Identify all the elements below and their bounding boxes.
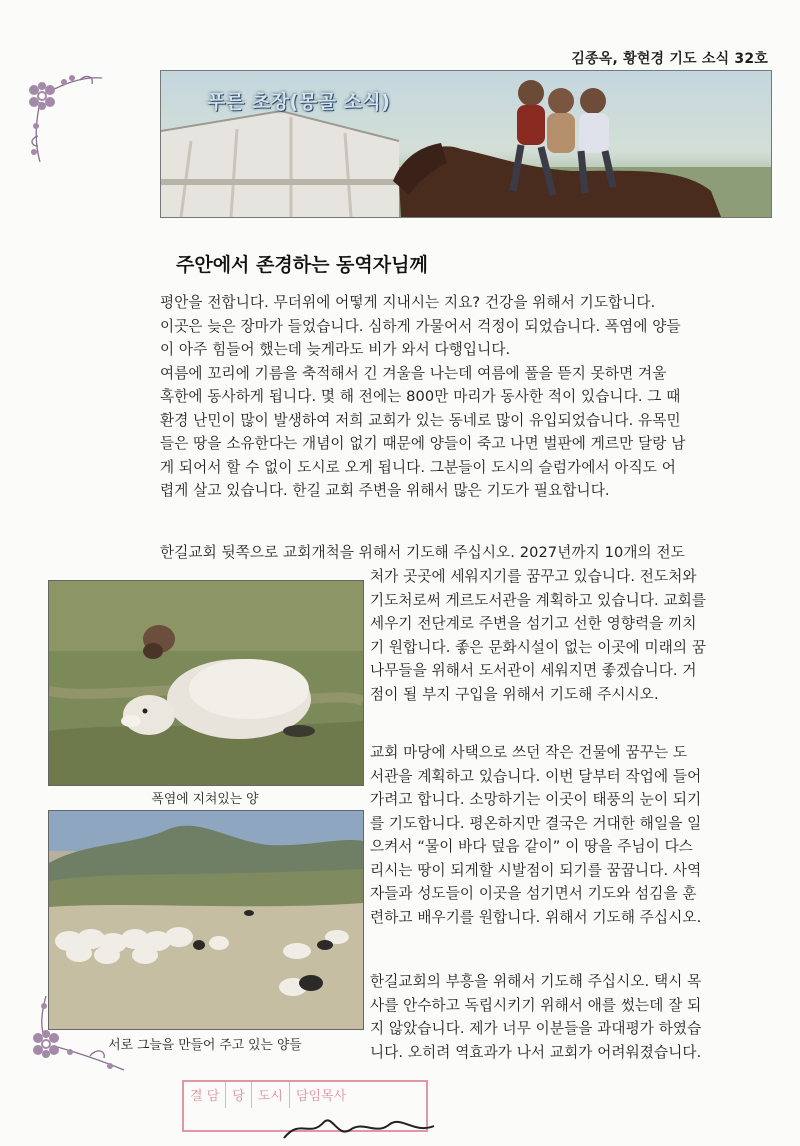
text-line: 세우기 전단계로 주변을 섬기고 선한 영향력을 끼치 [370,615,697,632]
text-line: 나무들을 위해서 도서관이 세워지면 좋겠습니다. 거 [370,662,697,679]
letter-heading: 주안에서 존경하는 동역자님께 [176,254,428,276]
text-line: 교회 마당에 사택으로 쓰던 작은 건물에 꿈꾸는 도 [370,744,688,761]
photo-caption: 폭염에 지쳐있는 양 [151,792,259,807]
stamp-cell: 도시 [252,1082,290,1108]
church-planting-paragraph-first-line: 한길교회 뒷쪽으로 교회개척을 위해서 기도해 주십시오. 2027년까지 10개의 전도 [160,544,685,561]
text-line: 자들과 성도들이 이곳을 섬기면서 기도와 섬김을 훈 [370,885,697,902]
text-line: 사를 안수하고 독립시키기 위해서 애를 썼는데 잘 되 [370,996,702,1014]
stamp-cell: 당 [226,1082,252,1108]
text-line: 여름에 꼬리에 기름을 축적해서 긴 겨울을 나는데 여름에 풀을 뜯지 못하면 겨울 [160,364,667,382]
handwritten-signature-icon [280,1108,440,1144]
text-line: 를 기도합니다. 평온하지만 결국은 거대한 해일을 일 [370,814,702,832]
text-line: 한길교회의 부흥을 위해서 기도해 주십시오. 택시 목 [370,973,702,990]
text-line: 지 않았습니다. 제가 너무 이분들을 과대평가 하였습 [370,1020,702,1037]
text-line: 기 원합니다. 좋은 문화시설이 없는 이곳에 미래의 꿈 [370,638,707,656]
text-line: 니다. 오히려 역효과가 나서 교회가 어려워졌습니다. [370,1043,702,1061]
text-line: 리시는 땅이 되게할 시발점이 되기를 꿈꿉니다. 사역 [370,861,702,879]
text-line: 가려고 합니다. 소망하기는 이곳이 태풍의 눈이 되기 [370,791,702,808]
text-line: 점이 될 부지 구입을 위해서 기도해 주시시오. [370,685,659,703]
library-paragraph [370,741,772,929]
text-line: 이곳은 늦은 장마가 들었습니다. 심하게 가물어서 걱정이 되었습니다. 폭염에 양들 [160,317,681,335]
newsletter-issue-label: 김종옥, 황현경 기도 소식 32호 [571,51,768,67]
text-line: 련하고 배우기를 원합니다. 위해서 기도해 주십시오. [370,908,702,926]
text-line: 혹한에 동사하게 됩니다. 몇 해 전에는 800만 마리가 동사한 적이 있습니다. 그 때 [160,388,681,405]
text-line: 으켜서 “물이 바다 덮음 같이” 이 땅을 주님이 다스 [370,838,693,855]
photo-caption: 서로 그늘을 만들어 주고 있는 양들 [108,1038,302,1053]
text-line: 기도처로써 게르도서관을 계획하고 있습니다. 교회를 [370,591,707,609]
text-line: 환경 난민이 많이 발생하여 저희 교회가 있는 동네로 많이 유입되었습니다. 유목민 [160,411,681,429]
text-line: 게 되어서 할 수 없이 도시로 오게 됩니다. 그분들이 도시의 슬럼가에서 아직도 어 [160,458,676,476]
intro-paragraph [160,291,772,503]
banner-title: 푸른 초장(몽골 소식) [207,91,391,113]
resting-sheep-photo [48,580,364,786]
text-line: 평안을 전합니다. 무더위에 어떻게 지내시는 지요? 건강을 위해서 기도합니다. [160,294,656,311]
floral-ornament-icon [20,66,110,166]
text-line: 들은 땅을 소유한다는 개념이 없기 때문에 양들이 죽고 나면 벌판에 게르만 달랑 남 [160,435,686,452]
header-banner [160,70,772,218]
sheep-herd-photo [48,810,364,1030]
text-line: 렵게 살고 있습니다. 한길 교회 주변을 위해서 많은 기도가 필요합니다. [160,482,610,499]
church-planting-paragraph [370,565,772,706]
stamp-cell: 결 담 [184,1082,226,1108]
stamp-cell: 담임목사 [295,1089,347,1104]
church-revival-paragraph [370,970,772,1064]
text-line: 서관을 계획하고 있습니다. 이번 달부터 작업에 들어 [370,767,702,785]
text-line: 이 아주 힘들어 했는데 늦게라도 비가 와서 다행입니다. [160,341,511,358]
text-line: 처가 곳곳에 세워지기를 꿈꾸고 있습니다. 전도처와 [370,568,697,585]
